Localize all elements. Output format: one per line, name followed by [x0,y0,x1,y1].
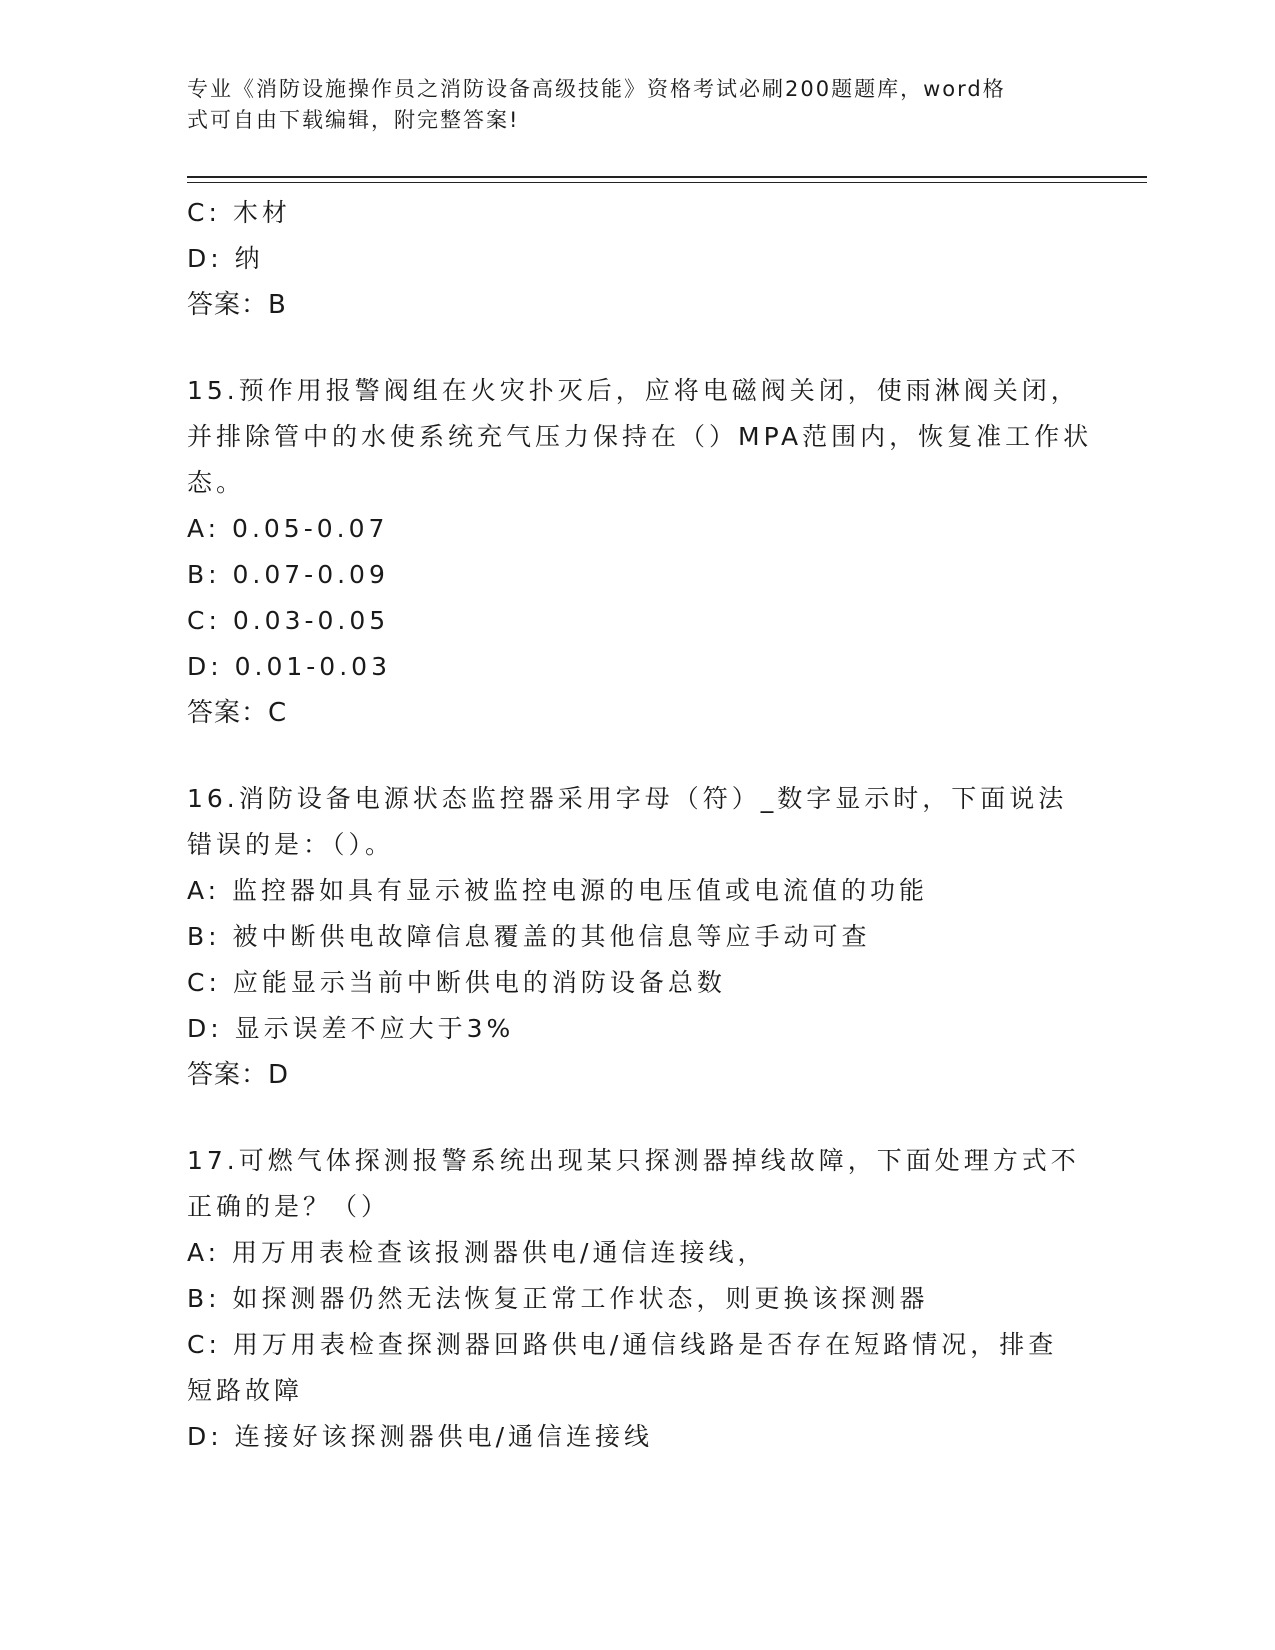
header-divider-thick [187,176,1147,178]
option-c-continued: 短路故障 [187,1376,304,1405]
question-text-line: 16.消防设备电源状态监控器采用字母（符）_数字显示时，下面说法 [187,784,1068,813]
answer-line: 答案：C [187,698,288,728]
question-text-line: 态。 [187,468,246,497]
option-a: A: 用万用表检查该报测器供电/通信连接线， [187,1238,767,1267]
question-14-tail [187,190,1087,328]
option-c: C: 应能显示当前中断供电的消防设备总数 [187,968,726,997]
option-a: A: 0.05-0.07 [187,514,389,543]
question-17 [187,1138,1087,1460]
question-text-line: 正确的是？（） [187,1192,391,1221]
question-text-line: 17.可燃气体探测报警系统出现某只探测器掉线故障，下面处理方式不 [187,1146,1080,1175]
option-d: D: 显示误差不应大于3% [187,1014,515,1043]
option-b: B: 如探测器仍然无法恢复正常工作状态，则更换该探测器 [187,1284,929,1313]
question-15 [187,368,1093,736]
header-divider-thin [187,182,1147,183]
option-c: C: 0.03-0.05 [187,606,390,635]
option-a: A: 监控器如具有显示被监控电源的电压值或电流值的功能 [187,876,929,905]
option-d: D: 连接好该探测器供电/通信连接线 [187,1422,654,1451]
answer-line: 答案：D [187,1060,290,1090]
question-text-line: 并排除管中的水使系统充气压力保持在（）MPA范围内，恢复准工作状 [187,422,1093,451]
header-line-2: 式可自由下载编辑，附完整答案! [187,108,520,132]
question-text-line: 15.预作用报警阀组在火灾扑灭后，应将电磁阀关闭，使雨淋阀关闭， [187,376,1080,405]
option-c: C: 木材 [187,198,291,227]
option-b: B: 0.07-0.09 [187,560,389,589]
option-b: B: 被中断供电故障信息覆盖的其他信息等应手动可查 [187,922,871,951]
answer-line: 答案：B [187,290,287,320]
document-body [187,190,1093,1460]
option-c: C: 用万用表检查探测器回路供电/通信线路是否存在短路情况，排查 [187,1330,1058,1359]
document-header [187,74,1067,136]
question-text-line: 错误的是：（）。 [187,830,395,859]
header-line-1: 专业《消防设施操作员之消防设备高级技能》资格考试必刷200题题库，word格 [187,77,1006,101]
option-d: D: 0.01-0.03 [187,652,391,681]
question-16 [187,776,1087,1098]
option-d: D: 纳 [187,244,264,273]
